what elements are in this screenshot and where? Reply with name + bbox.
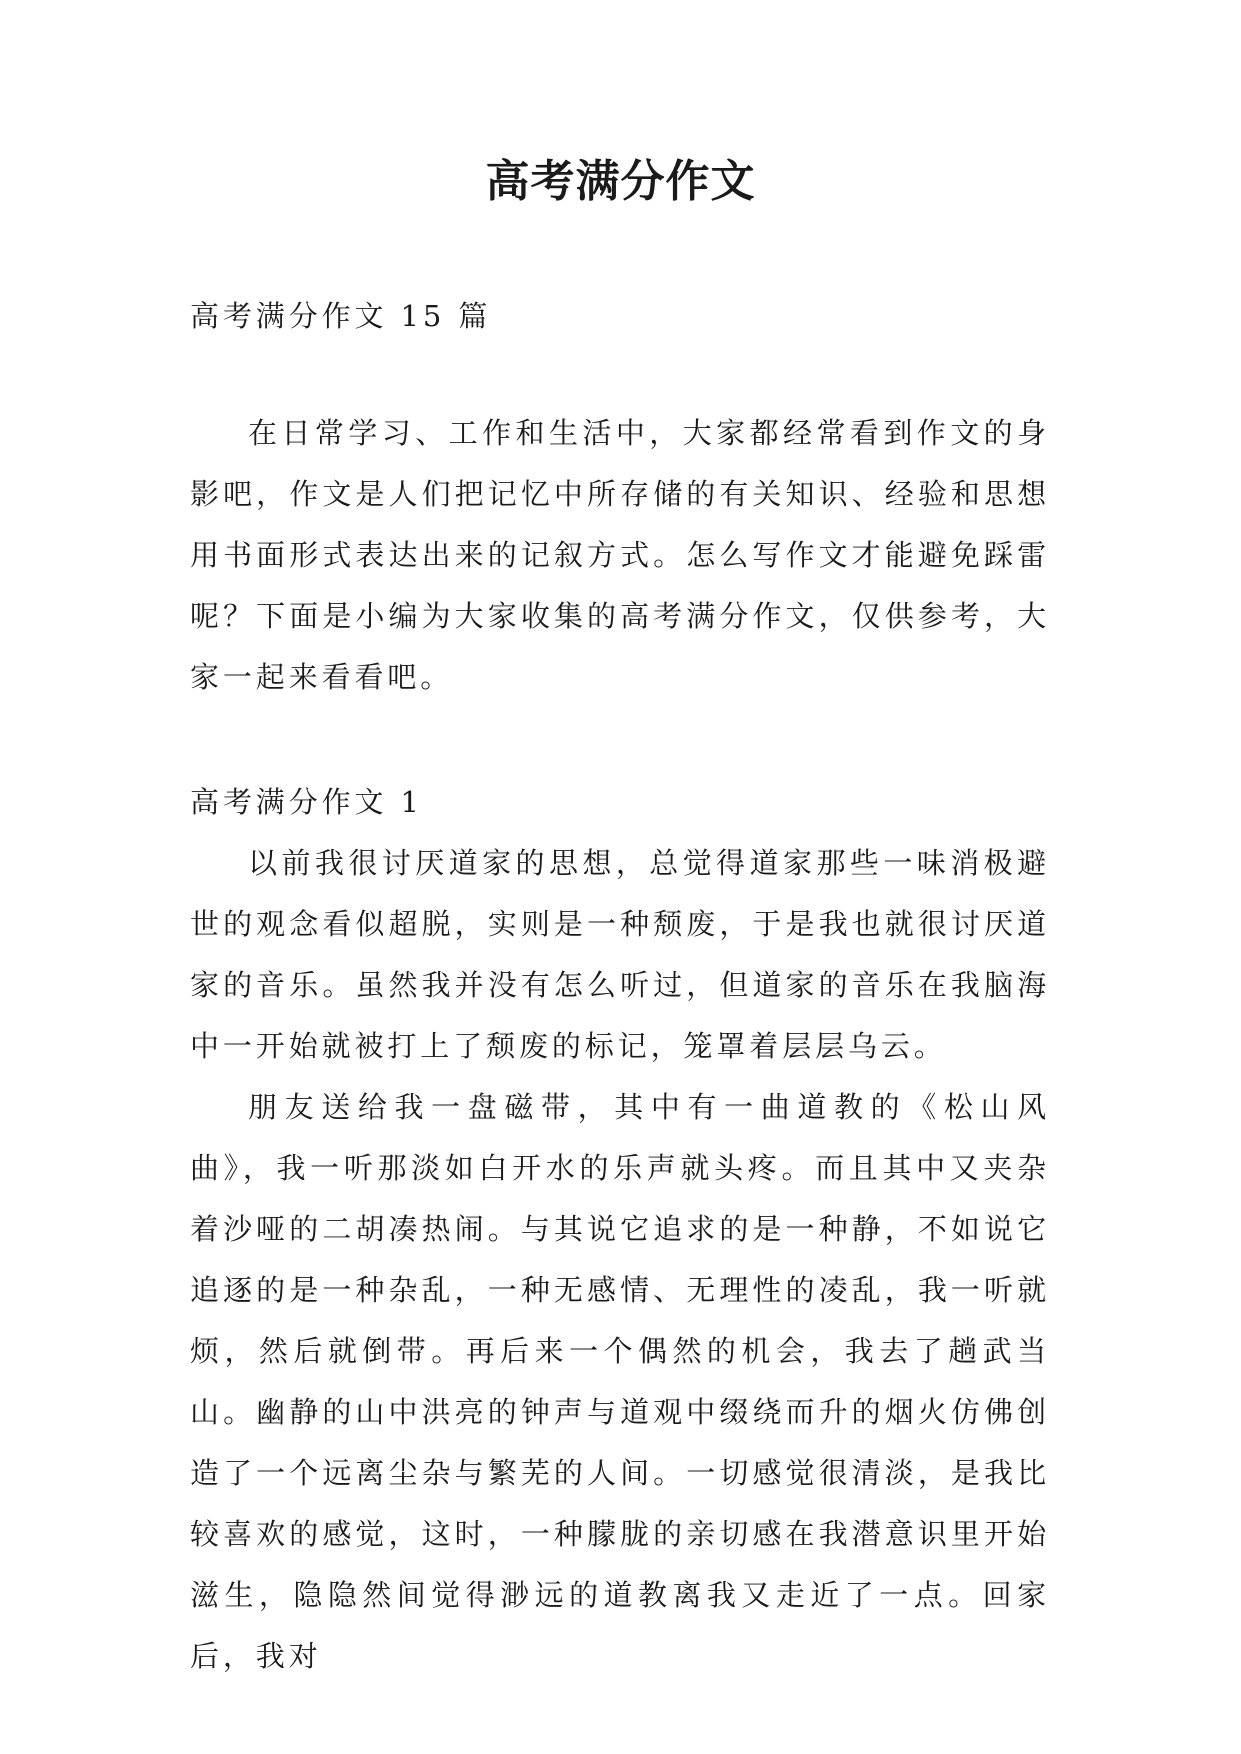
essay-section <box>190 772 1050 1687</box>
intro-paragraph: 在日常学习、工作和生活中，大家都经常看到作文的身影吧，作文是人们把记忆中所存储的有关知识、经验和思想用书面形式表达出来的记叙方式。怎么写作文才能避免踩雷呢？下面是小编为大家收集的高考满分作文，仅供参考，大家一起来看看吧。 <box>190 416 1050 694</box>
document-title: 高考满分作文 <box>485 156 756 207</box>
essay-heading: 高考满分作文 1 <box>190 785 423 819</box>
essay-paragraph: 以前我很讨厌道家的思想，总觉得道家那些一味消极避世的观念看似超脱，实则是一种颓废，于是我也就很讨厌道家的音乐。虽然我并没有怎么听过，但道家的音乐在我脑海中一开始就被打上了颓废的标记，笼罩着层层乌云。 <box>190 846 1050 1063</box>
document-body <box>190 286 1050 1687</box>
essay-paragraph: 朋友送给我一盘磁带，其中有一曲道教的《松山风曲》，我一听那淡如白开水的乐声就头疼。而且其中又夹杂着沙哑的二胡凑热闹。与其说它追求的是一种静，不如说它追逐的是一种杂乱，一种无感情、无理性的凌乱，我一听就烦，然后就倒带。再后来一个偶然的机会，我去了趟武当山。幽静的山中洪亮的钟声与道观中缀绕而升的烟火仿佛创造了一个远离尘杂与繁芜的人间。一切感觉很清淡，是我比较喜欢的感觉，这时，一种朦胧的亲切感在我潜意识里开始滋生，隐隐然间觉得渺远的道教离我又走近了一点。回家后，我对 <box>190 1090 1050 1673</box>
document-subtitle: 高考满分作文 15 篇 <box>190 299 492 333</box>
